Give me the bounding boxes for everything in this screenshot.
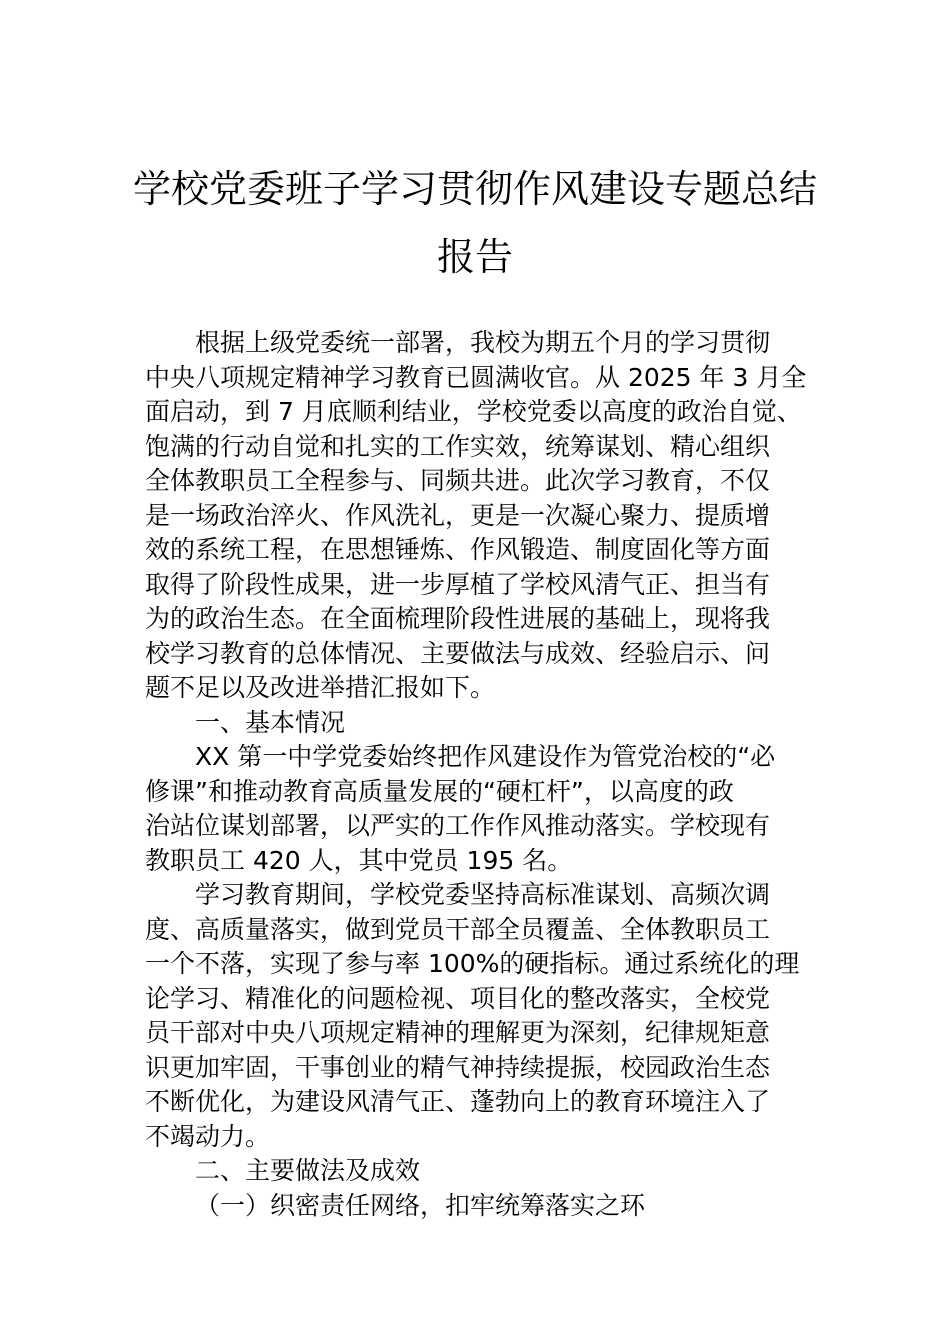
body-line: 不断优化，为建设风清气正、蓬勃向上的教育环境注入了 [145,1087,771,1116]
subsection-heading: （一）织密责任网络，扣牢统筹落实之环 [195,1190,646,1220]
body-line: 教职员工 420 人，其中党员 195 名。 [145,845,573,875]
section-heading-basic-situation: 一、基本情况 [195,707,346,737]
body-line: 全体教职员工全程参与、同频共进。此次学习教育，不仅 [145,466,771,495]
body-line: XX 第一中学党委始终把作风建设作为管党治校的“必 [195,742,776,771]
body-line: 是一场政治淬火、作风洗礼，更是一次凝心聚力、提质增 [145,500,771,530]
body-line: 效的系统工程，在思想锤炼、作风锻造、制度固化等方面 [145,535,771,564]
body-line: 取得了阶段性成果，进一步厚植了学校风清气正、担当有 [145,569,771,599]
body-line: 不竭动力。 [145,1121,271,1151]
body-line: 治站位谋划部署，以严实的工作作风推动落实。学校现有 [145,811,771,840]
body-line: 中央八项规定精神学习教育已圆满收官。从 2025 年 3 月全 [145,362,807,392]
body-line: 论学习、精准化的问题检视、项目化的整改落实，全校党 [145,983,771,1013]
body-line: 饱满的行动自觉和扎实的工作实效，统筹谋划、精心组织 [145,431,771,461]
document-title-continued: 报告 [436,235,513,279]
document-body [145,326,810,1223]
section-heading-main-practices: 二、主要做法及成效 [195,1156,421,1185]
body-line: 根据上级党委统一部署，我校为期五个月的学习贯彻 [195,328,771,357]
body-line: 度、高质量落实，做到党员干部全员覆盖、全体教职员工 [145,914,771,944]
body-line: 校学习教育的总体情况、主要做法与成效、经验启示、问 [145,638,771,668]
document-title: 学校党委班子学习贯彻作风建设专题总结 [132,167,817,211]
body-line: 学习教育期间，学校党委坚持高标准谋划、高频次调 [195,880,771,909]
body-line: 一个不落，实现了参与率 100%的硬指标。通过系统化的理 [145,949,800,978]
body-line: 面启动，到 7 月底顺利结业，学校党委以高度的政治自觉、 [145,397,802,426]
body-line: 员干部对中央八项规定精神的理解更为深刻，纪律规矩意 [145,1018,771,1047]
body-line: 识更加牢固，干事创业的精气神持续提振，校园政治生态 [145,1052,771,1082]
body-line: 为的政治生态。在全面梳理阶段性进展的基础上，现将我 [145,604,771,633]
body-line: 修课”和推动教育高质量发展的“硬杠杆”，以高度的政 [145,776,734,806]
body-line: 题不足以及改进举措汇报如下。 [145,673,496,702]
